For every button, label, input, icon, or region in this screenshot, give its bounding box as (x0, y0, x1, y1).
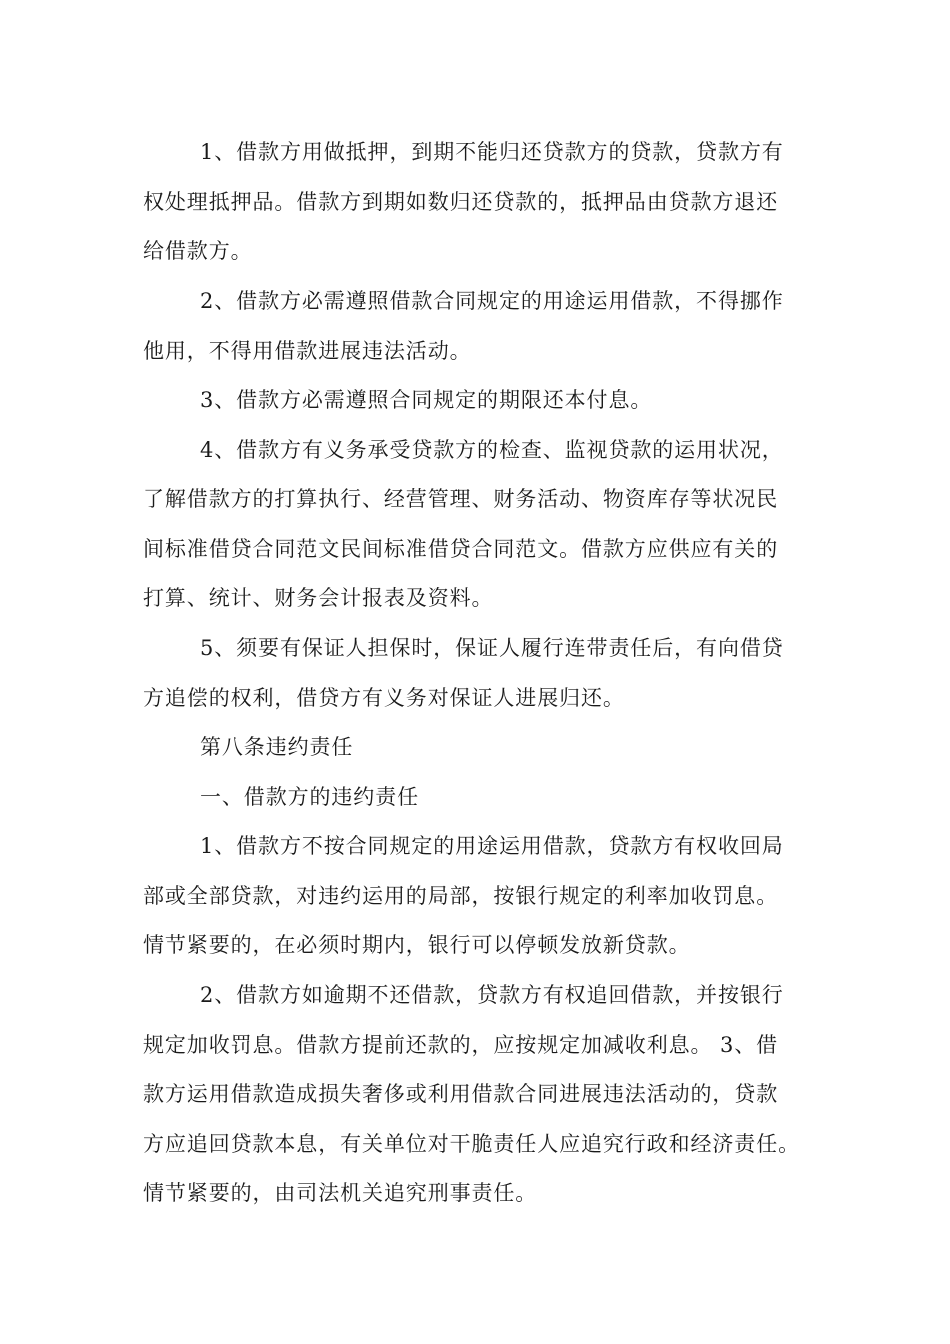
text-line: 款方运用借款造成损失奢侈或利用借款合同进展违法活动的，贷款 (143, 1082, 779, 1106)
text-line: 给借款方。 (143, 239, 253, 263)
text-line: 情节紧要的，在必须时期内，银行可以停顿发放新贷款。 (143, 933, 691, 957)
text-line: 2、借款方如逾期不还借款，贷款方有权追回借款，并按银行 (200, 983, 784, 1007)
text-line: 2、借款方必需遵照借款合同规定的用途运用借款，不得挪作 (200, 289, 784, 313)
text-line: 打算、统计、财务会计报表及资料。 (143, 586, 494, 610)
text-line: 规定加收罚息。借款方提前还款的，应按规定加减收利息。 3、借 (143, 1033, 779, 1057)
text-line: 权处理抵押品。借款方到期如数归还贷款的，抵押品由贷款方退还 (143, 190, 779, 214)
text-line: 间标准借贷合同范文民间标准借贷合同范文。借款方应供应有关的 (143, 537, 779, 561)
subsection-heading: 一、借款方的违约责任 (200, 785, 419, 809)
text-line: 情节紧要的，由司法机关追究刑事责任。 (143, 1181, 538, 1205)
text-line: 他用，不得用借款进展违法活动。 (143, 339, 472, 363)
text-line: 5、须要有保证人担保时，保证人履行连带责任后，有向借贷 (200, 636, 784, 660)
section-heading: 第八条违约责任 (200, 735, 354, 759)
text-line: 1、借款方用做抵押，到期不能归还贷款方的贷款，贷款方有 (200, 140, 784, 164)
text-line: 1、借款方不按合同规定的用途运用借款，贷款方有权收回局 (200, 834, 784, 858)
text-line: 了解借款方的打算执行、经营管理、财务活动、物资库存等状况民 (143, 487, 779, 511)
text-line: 3、借款方必需遵照合同规定的期限还本付息。 (200, 388, 653, 412)
text-line: 部或全部贷款，对违约运用的局部，按银行规定的利率加收罚息。 (143, 884, 779, 908)
text-line: 方追偿的权利，借贷方有义务对保证人进展归还。 (143, 686, 625, 710)
text-line: 4、借款方有义务承受贷款方的检查、监视贷款的运用状况， (200, 438, 784, 462)
text-line: 方应追回贷款本息，有关单位对干脆责任人应追究行政和经济责任。 (143, 1132, 800, 1156)
